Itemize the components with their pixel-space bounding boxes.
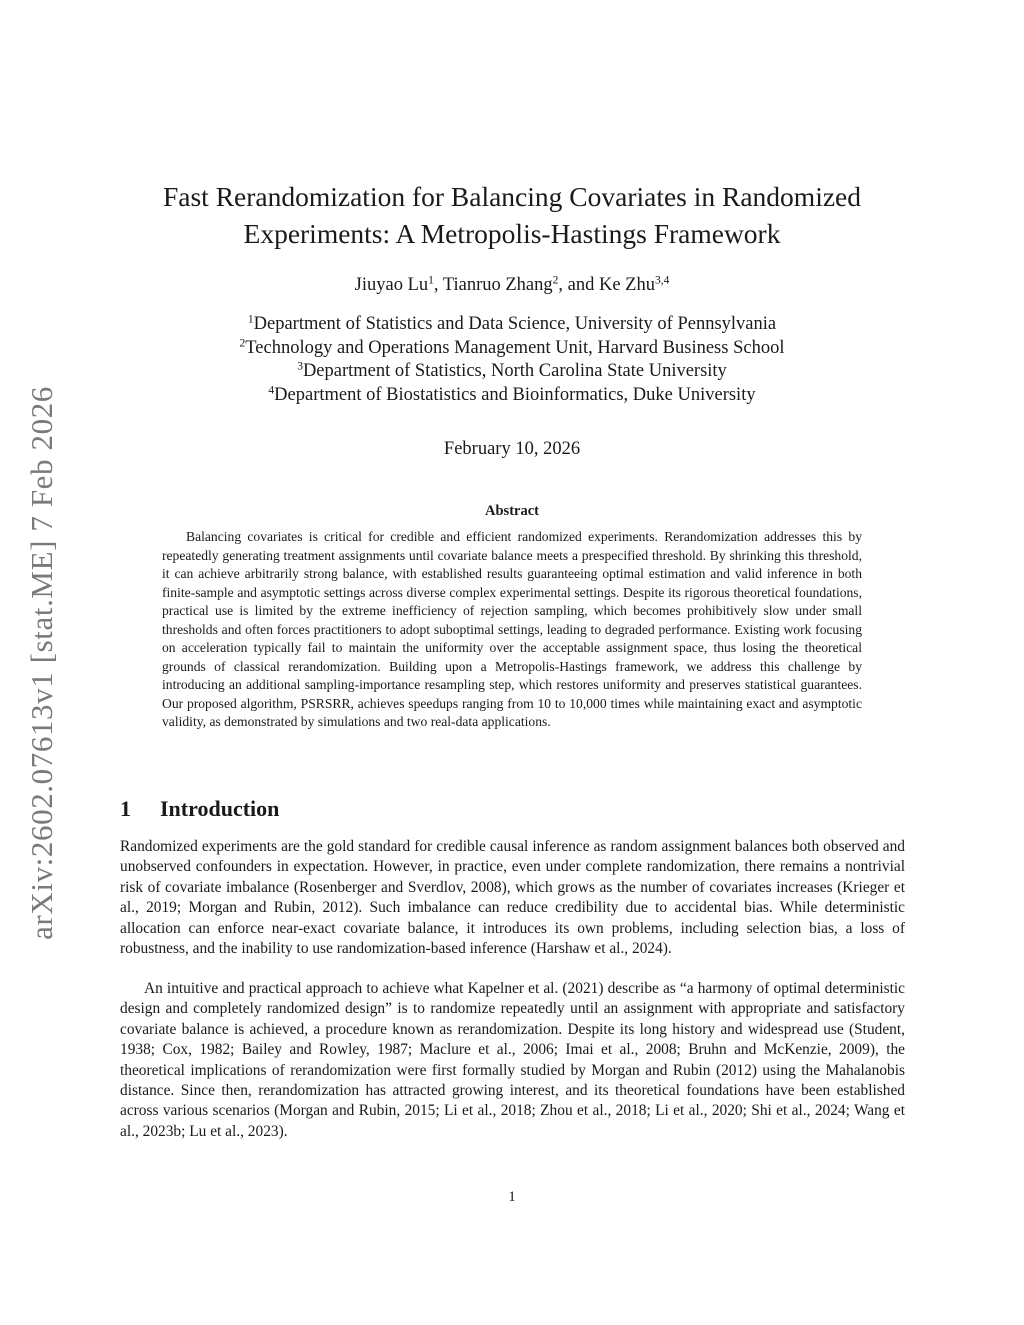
body-paragraph: An intuitive and practical approach to achieve what Kapelner et al. (2021) describe as “a harmony of optimal deterministic design and completely randomized design” is to randomize repeatedly until an assignment with appropriate and satisfactory covariate balance is achieved, a procedure known as rerandomization. Despite its long history and widespread use (Student, 1938; Cox, 1982; Bailey and Rowley, 1987; Maclure et al., 2006; Imai et al., 2008; Bruhn and McKenzie, 2009), the theoretical implications of rerandomization were first formally studied by Morgan and Rubin (2012) using the Mahalanobis distance. Since then, rerandomization has attracted growing interest, and its theoretical foundations have been established across various scenarios (Morgan and Rubin, 2015; Li et al., 2018; Zhou et al., 2018; Li et al., 2020; Shi et al., 2024; Wang et al., 2023b; Lu et al., 2023). xyxy=(120,980,905,1140)
section-heading xyxy=(120,795,279,823)
author-separator: , and xyxy=(558,275,599,295)
affiliation-text: Department of Biostatistics and Bioinformatics, Duke University xyxy=(274,384,756,405)
author-name: Tianruo Zhang xyxy=(442,275,553,295)
affiliation-mark: 3 xyxy=(297,360,303,373)
affiliation-text: Technology and Operations Management Unit, Harvard Business School xyxy=(245,337,785,358)
affiliation-text: Department of Statistics and Data Science, University of Pennsylvania xyxy=(253,314,777,334)
author-separator: , xyxy=(433,275,443,295)
affiliation-mark: 2 xyxy=(239,337,246,350)
abstract-heading: Abstract xyxy=(485,503,539,519)
affiliation-list xyxy=(120,313,904,407)
author-list xyxy=(120,272,904,298)
body-paragraph: Randomized experiments are the gold standard for credible causal inference as random assignment balances both observed and unobserved confounders in expectation. However, in practice, even under complete randomization, there remains a nontrivial risk of covariate imbalance (Rosenberger and Sverdlov, 2008), which grows as the number of covariates increases (Krieger et al., 2019; Morgan and Rubin, 2012). Such imbalance can reduce credibility due to accidental bias. While deterministic allocation can enforce near-exact covariate balance, it introduces its own problems, including selection bias, a loss of robustness, and the inability to use randomization-based inference (Harshaw et al., 2024). xyxy=(120,838,905,958)
paper-title: Fast Rerandomization for Balancing Covariates in Randomized Experiments: A Metropolis-Hastings Framework xyxy=(162,181,861,249)
affiliation-mark: 1 xyxy=(247,313,254,326)
affiliation-text: Department of Statistics, North Carolina State University xyxy=(302,361,727,381)
author-affiliation-mark: 1 xyxy=(428,274,434,287)
affiliation-line xyxy=(120,384,904,408)
affiliation-line xyxy=(120,360,904,384)
page-number: 1 xyxy=(508,1189,516,1205)
affiliation-line xyxy=(120,313,904,337)
author-name: Ke Zhu xyxy=(598,275,655,295)
affiliation-mark: 4 xyxy=(268,384,275,397)
author-affiliation-mark: 2 xyxy=(552,274,559,287)
section-title: Introduction xyxy=(160,796,280,821)
author-name: Jiuyao Lu xyxy=(354,275,429,295)
section-number: 1 xyxy=(120,796,131,821)
affiliation-line xyxy=(120,337,904,361)
publication-date: February 10, 2026 xyxy=(443,439,581,459)
arxiv-identifier-stamp[interactable]: arXiv:2602.07613v1 [stat.ME] 7 Feb 2026 xyxy=(24,386,59,940)
abstract-text: Balancing covariates is critical for credible and efficient randomized experiments. Rerandomization addresses this by repeatedly generating treatment assignments until covariate balance meets a prespecified threshold. By shrinking this threshold, it can achieve arbitrarily strong balance, with established results guaranteeing optimal estimation and valid inference in both finite-sample and asymptotic settings across diverse complex experimental settings. Despite its rigorous theoretical foundations, practical use is limited by the extreme inefficiency of rejection sampling, which becomes prohibitively slow under small thresholds and often forces practitioners to adopt suboptimal settings, leading to degraded performance. Existing work focusing on acceleration typically fail to maintain the uniformity over the acceptable assignment space, thus losing the theoretical grounds of classical rerandomization. Building upon a Metropolis-Hastings framework, we address this challenge by introducing an additional sampling-importance resampling step, which restores uniformity and preserves statistical guarantees. Our proposed algorithm, PSRSRR, achieves speedups ranging from 10 to 10,000 times while maintaining exact and asymptotic validity, as demonstrated by simulations and two real-data applications. xyxy=(162,529,862,729)
author-affiliation-mark: 3,4 xyxy=(654,274,670,287)
